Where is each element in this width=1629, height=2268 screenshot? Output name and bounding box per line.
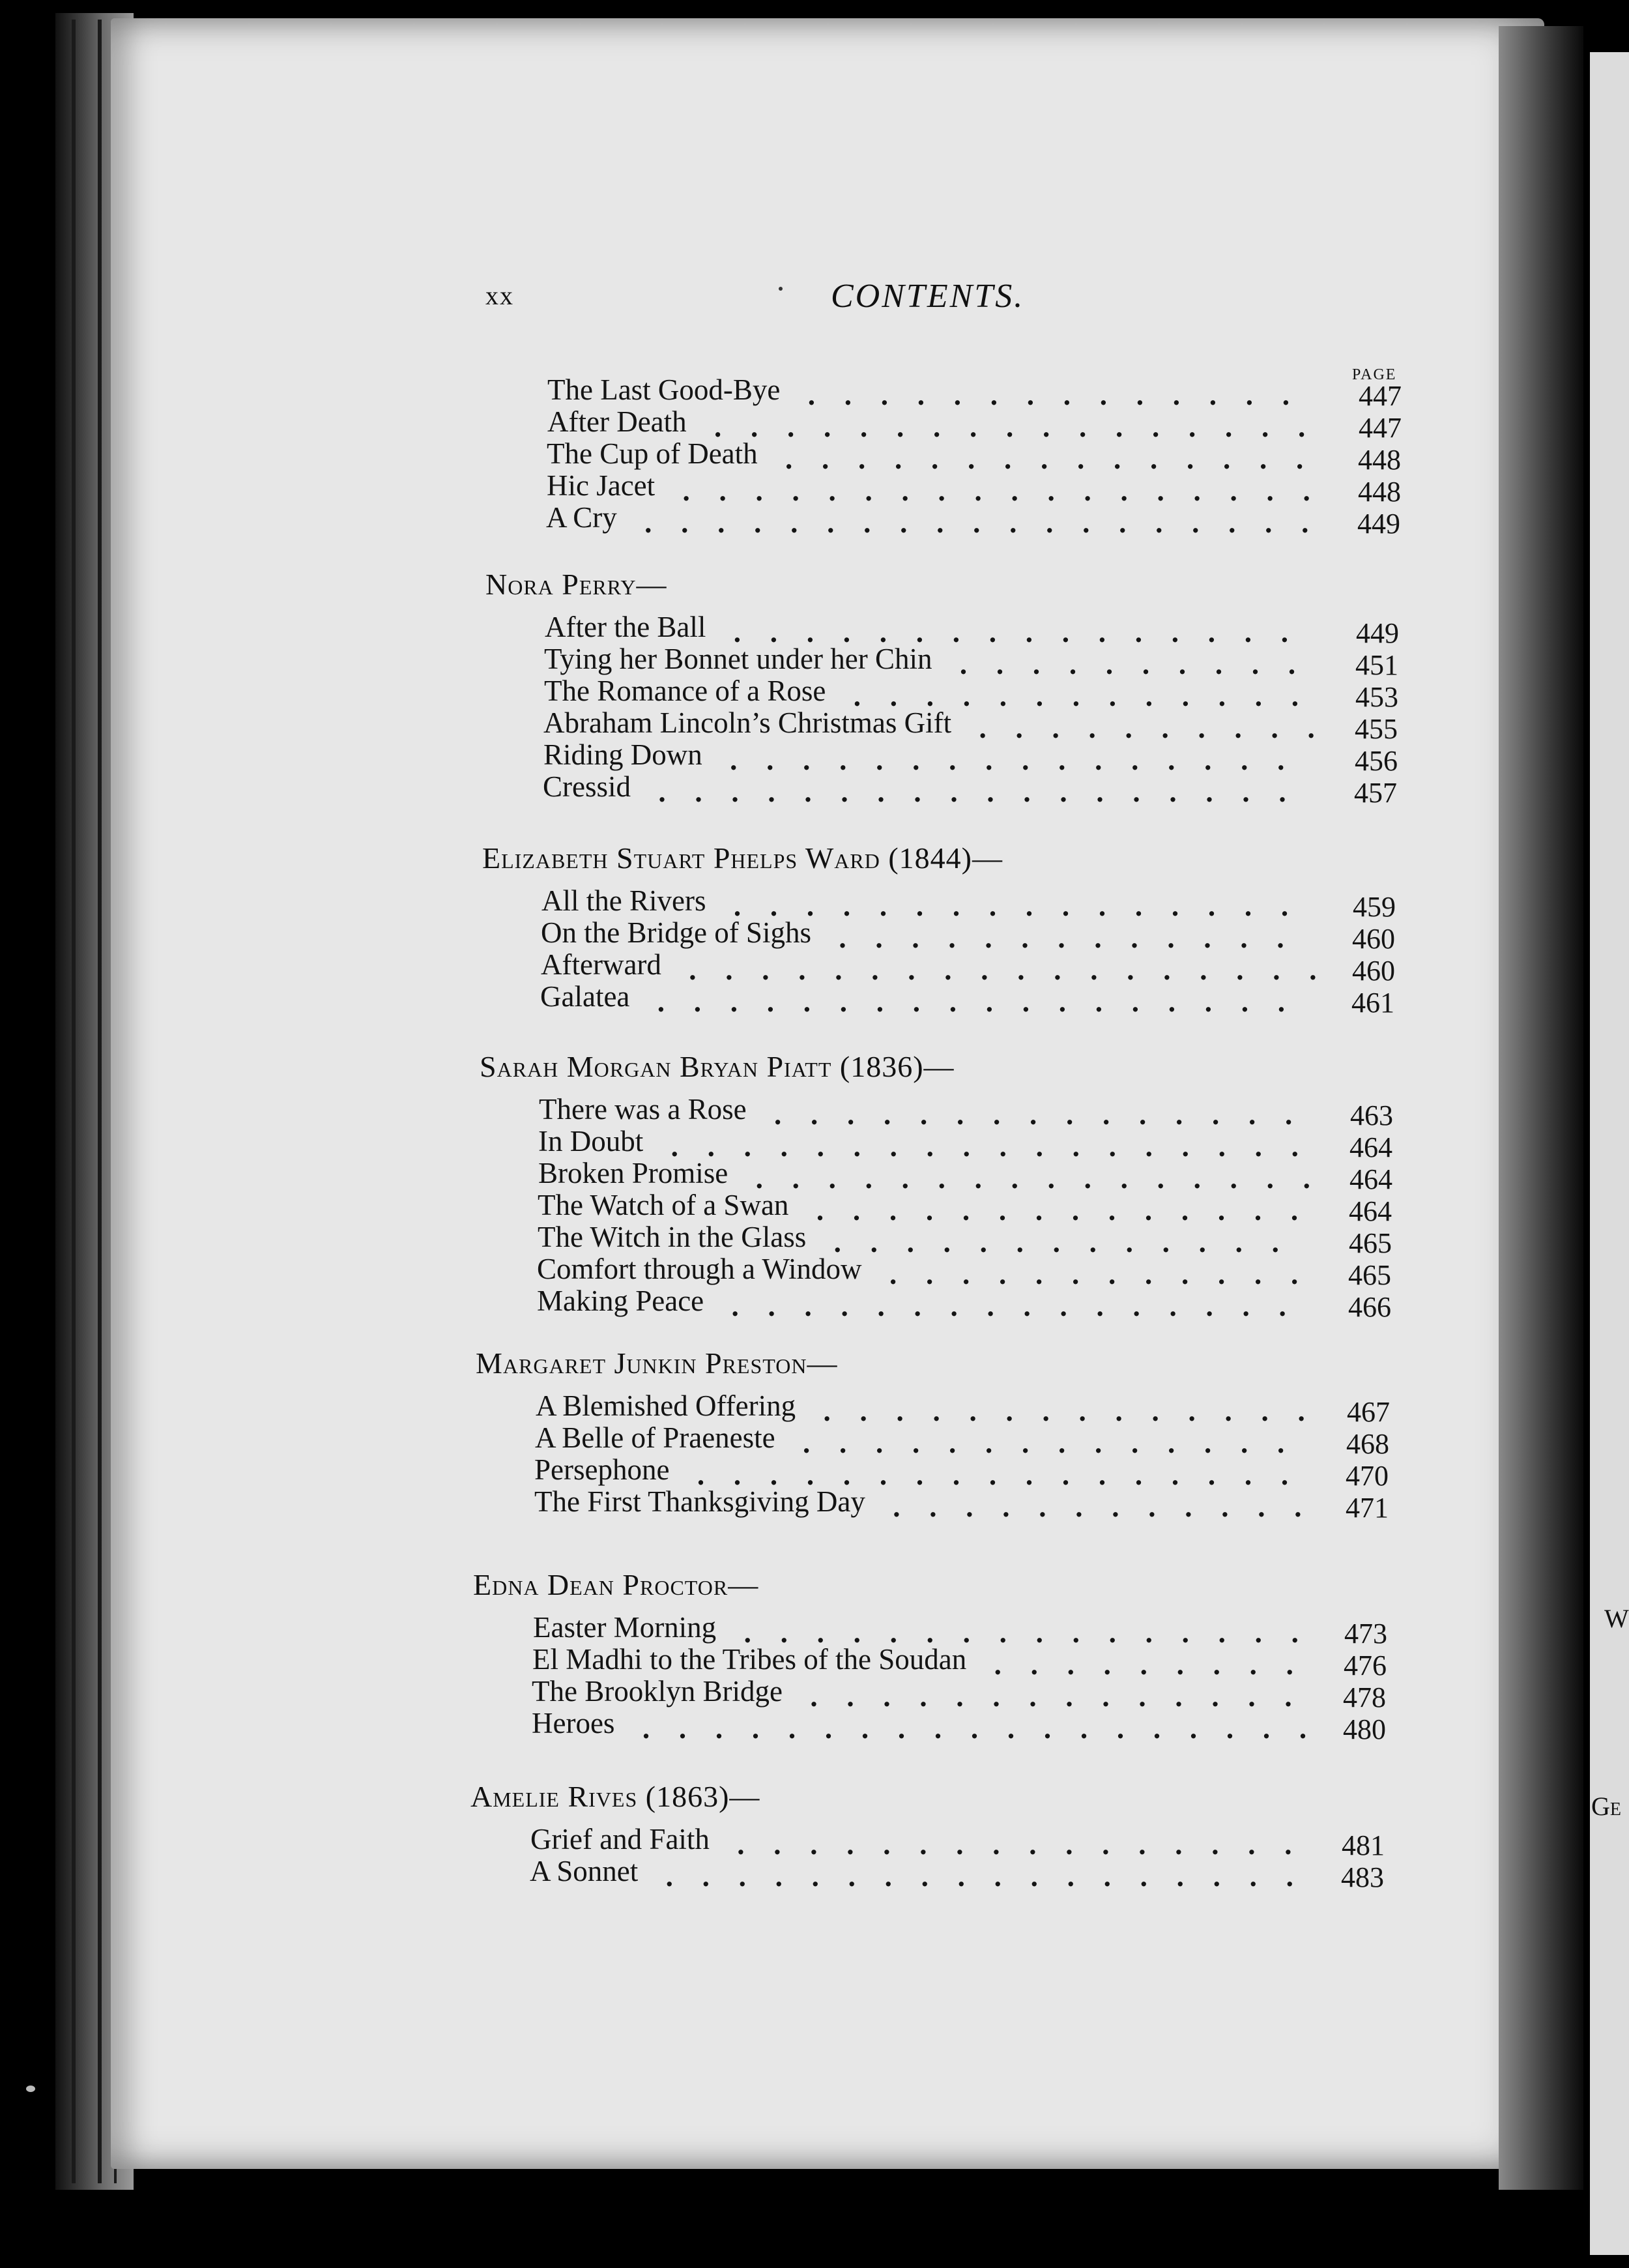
toc-entry-title: Easter Morning xyxy=(533,1611,717,1644)
toc-entry-title: A Blemished Offering xyxy=(536,1389,796,1422)
toc-entry-title: Galatea xyxy=(540,980,630,1013)
toc-entry-page: 460 xyxy=(1352,923,1395,955)
toc-entry-page: 461 xyxy=(1351,987,1394,1019)
toc-entry-page: 447 xyxy=(1359,412,1402,444)
toc-entry-title: Broken Promise xyxy=(538,1157,728,1189)
toc-entry-page: 448 xyxy=(1358,444,1401,476)
author-heading: Nora Perry— xyxy=(485,568,667,601)
dot-leader: . . . . . . . . . xyxy=(994,1648,1293,1679)
dot-leader: . . . . . . . . . . . . . . xyxy=(803,1427,1285,1457)
toc-entry-title: Tying her Bonnet under her Chin xyxy=(544,643,932,675)
author-heading: Elizabeth Stuart Phelps Ward (1844)— xyxy=(482,841,1003,875)
toc-entry-page: 448 xyxy=(1358,476,1401,508)
toc-entry-page: 478 xyxy=(1343,1681,1386,1713)
toc-entry-page: 455 xyxy=(1355,713,1398,745)
toc-entry-page: 463 xyxy=(1350,1099,1393,1131)
toc-entry-page: 473 xyxy=(1344,1618,1387,1650)
toc-entry-title: Riding Down xyxy=(543,738,702,771)
toc-entry-page: 467 xyxy=(1347,1396,1390,1428)
spine-edge-line xyxy=(72,20,76,2183)
dot-leader: . . . . . . . . . . xyxy=(959,648,1296,678)
toc-entry-page: 449 xyxy=(1357,508,1400,540)
scan-artifact xyxy=(779,287,783,291)
author-heading: Edna Dean Proctor— xyxy=(473,1568,759,1601)
toc-entry-page: 456 xyxy=(1355,745,1398,777)
dot-leader: . . . . . . . . . . . . . . . . . . . xyxy=(644,506,1309,537)
dot-leader: . . . . . . . . . . xyxy=(979,712,1315,742)
toc-entry-page: 453 xyxy=(1355,681,1398,713)
toc-entry-title: On the Bridge of Sighs xyxy=(541,916,811,949)
spine-edge-line xyxy=(98,20,102,2183)
toc-entry-page: 466 xyxy=(1348,1291,1391,1323)
toc-entry-page: 483 xyxy=(1341,1861,1384,1893)
toc-entry-page: 457 xyxy=(1354,777,1397,809)
dot-leader: . . . . . . . . . . . . . . . . . . . xyxy=(642,1712,1307,1743)
toc-entry-title: After the Ball xyxy=(545,611,706,643)
toc-entry-title: The Witch in the Glass xyxy=(538,1221,807,1253)
toc-entry-title: A Cry xyxy=(546,501,617,534)
toc-entry-title: A Belle of Praeneste xyxy=(535,1421,775,1454)
dot-leader: . . . . . . . . . . . . . xyxy=(853,680,1299,710)
toc-entry-page: 459 xyxy=(1353,891,1396,923)
dot-leader: . . . . . . . . . . . . . . . . xyxy=(731,1290,1286,1320)
author-heading: Amelie Rives (1863)— xyxy=(470,1780,760,1813)
toc-entry-title: The Last Good-Bye xyxy=(547,373,781,406)
page-title: CONTENTS. xyxy=(831,278,1025,315)
dot-leader: . . . . . . . . . . . . . . . . . . xyxy=(670,1130,1299,1161)
toc-entry-title: Heroes xyxy=(532,1707,615,1739)
toc-entry-page: 465 xyxy=(1348,1259,1391,1291)
dot-leader: . . . . . . . . . . . . xyxy=(889,1258,1299,1288)
toc-entry-title: The Cup of Death xyxy=(547,437,758,470)
toc-entry-page: 480 xyxy=(1343,1713,1386,1745)
toc-entry-title: Cressid xyxy=(543,770,631,803)
toc-entry-page: 464 xyxy=(1349,1163,1392,1195)
dot-leader: . . . . . . . . . . . . . . . . xyxy=(755,1162,1310,1193)
dot-leader: . . . . . . . . . . . . . . . . . . xyxy=(665,1860,1293,1891)
toc-entry-page: 476 xyxy=(1344,1650,1387,1681)
page-fold-shadow xyxy=(1499,26,1583,2190)
author-heading: Sarah Morgan Bryan Piatt (1836)— xyxy=(480,1050,955,1083)
toc-entry-page: 470 xyxy=(1346,1460,1389,1492)
toc-entry-page: 481 xyxy=(1342,1829,1385,1861)
dot-leader: . . . . . . . . . . . . . . . . . . xyxy=(657,985,1286,1016)
dot-leader: . . . . . . . . . . . . . . . . . . xyxy=(682,474,1310,505)
page-column-label: PAGE xyxy=(1352,366,1397,383)
dot-leader: . . . . . . . . . . . . . . xyxy=(816,1194,1299,1225)
toc-entry-title: Making Peace xyxy=(537,1285,704,1317)
toc-entry-title: Hic Jacet xyxy=(547,469,656,502)
toc-entry-title: The First Thanksgiving Day xyxy=(534,1485,865,1518)
toc-entry-title: There was a Rose xyxy=(539,1093,747,1126)
dot-leader: . . . . . . . . . . . . . . . . xyxy=(737,1828,1292,1859)
toc-entry-page: 451 xyxy=(1355,649,1398,681)
dot-leader: . . . . . . . . . . . . . . xyxy=(823,1395,1305,1425)
toc-entry-title: A Sonnet xyxy=(530,1855,639,1887)
toc-entry-page: 449 xyxy=(1356,617,1399,649)
author-heading: Margaret Junkin Preston— xyxy=(476,1346,838,1380)
toc-entry-page: 447 xyxy=(1359,380,1402,412)
toc-entry-title: Abraham Lincoln’s Christmas Gift xyxy=(543,706,952,739)
toc-entry-title: After Death xyxy=(547,405,687,438)
scan-artifact xyxy=(26,2086,35,2092)
toc-entry-page: 464 xyxy=(1349,1195,1392,1227)
toc-entry-page: 468 xyxy=(1346,1428,1389,1460)
dot-leader: . . . . . . . . . . . . . xyxy=(833,1226,1279,1257)
toc-entry-title: All the Rivers xyxy=(541,884,706,917)
toc-entry-page: 471 xyxy=(1346,1492,1389,1524)
toc-entry-page: 465 xyxy=(1349,1227,1392,1259)
dot-leader: . . . . . . . . . . . . . . . xyxy=(774,1098,1293,1129)
toc-entry-title: The Watch of a Swan xyxy=(538,1189,789,1221)
facing-page-fragment: W xyxy=(1604,1604,1629,1633)
dot-leader: . . . . . . . . . . . . . . . . . xyxy=(714,411,1306,441)
dot-leader: . . . . . . . . . . . . xyxy=(893,1490,1302,1521)
toc-entry-page: 464 xyxy=(1349,1131,1392,1163)
toc-entry-title: In Doubt xyxy=(538,1125,644,1157)
toc-entry-title: Afterward xyxy=(541,948,661,981)
toc-entry-title: The Brooklyn Bridge xyxy=(532,1675,783,1708)
dot-leader: . . . . . . . . . . . . . . xyxy=(810,1680,1292,1711)
dot-leader: . . . . . . . . . . . . . . . . xyxy=(743,1616,1299,1647)
dot-leader: . . . . . . . . . . . . . . xyxy=(807,379,1290,409)
dot-leader: . . . . . . . . . . . . . . . . xyxy=(730,744,1285,774)
dot-leader: . . . . . . . . . . . . . . . . . . xyxy=(689,953,1317,984)
dot-leader: . . . . . . . . . . . . . . . . xyxy=(733,890,1289,920)
toc-entry-title: El Madhi to the Tribes of the Soudan xyxy=(532,1643,967,1676)
toc-entry-title: Comfort through a Window xyxy=(537,1253,862,1285)
dot-leader: . . . . . . . . . . . . . . . . . xyxy=(697,1459,1289,1489)
facing-page-fragment: Ge xyxy=(1591,1792,1621,1821)
toc-entry-title: The Romance of a Rose xyxy=(544,675,826,707)
dot-leader: . . . . . . . . . . . . . . . xyxy=(785,443,1304,473)
page-numeral: xx xyxy=(485,281,514,310)
toc-entry-page: 460 xyxy=(1352,955,1395,987)
dot-leader: . . . . . . . . . . . . . . . . . . xyxy=(658,776,1286,806)
toc-entry-title: Grief and Faith xyxy=(530,1823,710,1855)
facing-page-edge xyxy=(1590,52,1629,2255)
toc-entry-title: Persephone xyxy=(534,1453,670,1486)
dot-leader: . . . . . . . . . . . . . . . . xyxy=(733,616,1289,647)
dot-leader: . . . . . . . . . . . . . xyxy=(839,922,1284,952)
